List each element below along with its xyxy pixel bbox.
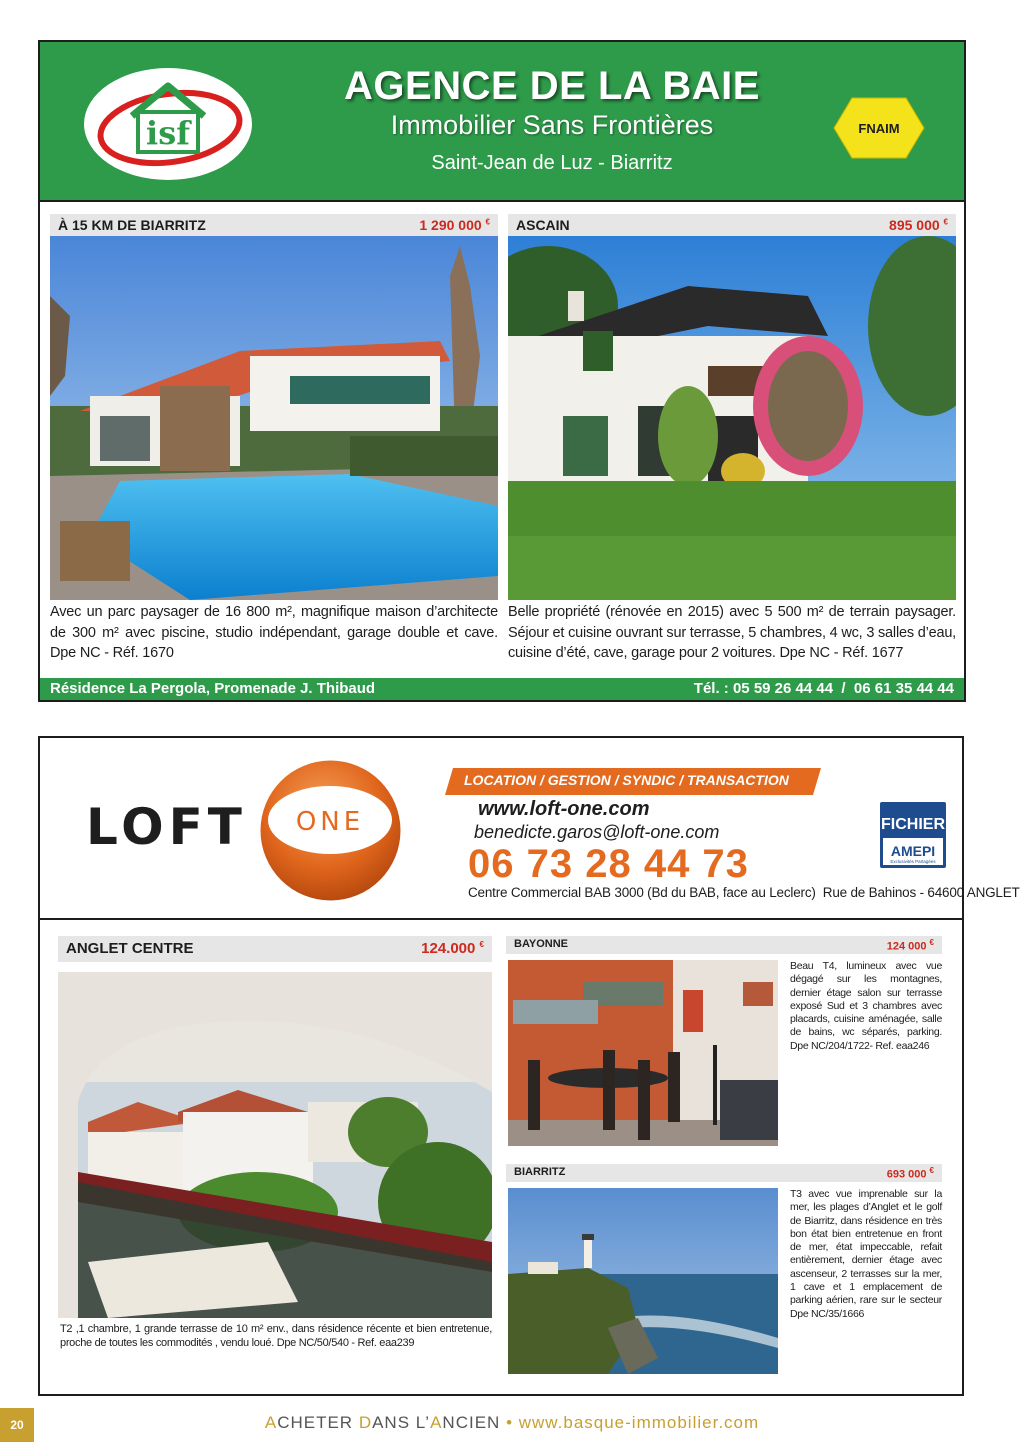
listing-title: À 15 KM DE BIARRITZ [58,217,206,233]
listing-header [508,214,956,236]
dining-room-photo [508,960,778,1146]
listing-description: T2 ,1 chambre, 1 grande terrasse de 10 m² env., dans résidence récente et bien entretenue, proche de toutes les commodités , vendu loué. Dpe NC/50/540 - Ref. eaa239 [60,1323,492,1349]
listing-description: Belle propriété (rénovée en 2015) avec 5 500 m² de terrain paysager. Séjour et cuisine ouvrant sur terrasse, 5 chambres, 4 wc, 3 salles d’eau, cuisine d’été, cave, garage pour 2 voitures. Dpe NC - Réf. 1677 [508,604,957,661]
loft-logo-text: LOFT [86,798,247,856]
one-logo-ball [258,758,403,903]
page-number: 20 [0,1408,34,1442]
agence-de-la-baie-ad [38,40,966,702]
website-link[interactable]: www.loft-one.com [478,798,650,820]
balcony-view-photo [58,972,492,1318]
agency-address: Résidence La Pergola, Promenade J. Thibaud [50,680,376,697]
agency-phone: Tél. : 05 59 26 44 44 / 06 61 35 44 44 [693,680,954,697]
agency-title: AGENCE DE LA BAIE [344,64,760,108]
listing-description: Avec un parc paysager de 16 800 m², magnifique maison d’architecte de 300 m² avec piscine, studio indépendant, garage double et cave. Dpe NC - Réf. 1670 [50,604,498,661]
agency-header [40,42,964,202]
listing-header [506,1164,942,1182]
agency-location: Saint-Jean de Luz - Biarritz [431,152,673,174]
listing-description: Beau T4, lumineux avec vue dégagé sur les montagnes, dernier étage salon sur terrasse exposé Sud et 3 chambres avec placards, cuisine aménagée, salle de bains, wc séparés, parking. Dpe NC/204/1722- Ref. eaa246 [790,960,942,1052]
listing-header [50,214,498,236]
listing-price: 693 000 € [886,1166,934,1181]
listing-price: 124.000 € [421,940,484,957]
svg-text:FNAIM: FNAIM [858,121,900,136]
listing-title: BIARRITZ [514,1166,566,1178]
listing-header [58,936,492,962]
svg-text:AMEPI: AMEPI [890,843,936,859]
listing-price: 1 290 000 € [419,217,490,233]
listing-header [506,936,942,954]
loft-one-header [40,738,1020,920]
services-text: LOCATION / GESTION / SYNDIC / TRANSACTION [464,772,789,788]
fichier-amepi-badge [880,802,946,868]
listing-title: BAYONNE [514,938,568,950]
magazine-url[interactable]: www.basque-immobilier.com [518,1413,760,1432]
listing-price: 895 000 € [889,217,948,233]
office-address: Centre Commercial BAB 3000 (Bd du BAB, face au Leclerc) Rue de Bahinos - 64600 ANGLET [468,885,1020,900]
listing-title: ASCAIN [516,217,570,233]
phone-number: 06 73 28 44 73 [468,842,749,886]
svg-text:isf: isf [146,114,190,152]
basque-house-photo [508,236,956,600]
svg-text:FICHIER: FICHIER [881,816,945,833]
villa-pool-photo [50,236,498,600]
listing-description: T3 avec vue imprenable sur la mer, les plages d’Anglet et le golf de Biarritz, dans résidence en très bon état bien entretenue en front de mer, état impeccable, refait entièrement, dernier étage avec ascenseur, 2 terrasses sur la mer, 1 cave et 1 emplacement de parking aérien, rare sur le secteur Dpe NC/35/1666 [790,1188,942,1320]
fnaim-logo [832,94,926,162]
email-link[interactable]: benedicte.garos@loft-one.com [474,822,720,842]
listing-title: ANGLET CENTRE [66,940,194,957]
svg-text:Exclusivités Partagées: Exclusivités Partagées [890,859,936,864]
agency-subtitle: Immobilier Sans Frontières [390,110,714,140]
sea-view-photo [508,1188,778,1374]
magazine-footer: ACHETER DANS L’ANCIEN • www.basque-immobilier.com [264,1413,760,1432]
loft-one-ad [38,736,1020,1396]
agency-footer [40,678,964,700]
isf-logo [82,64,254,182]
listing-price: 124 000 € [886,938,934,953]
svg-text:ONE: ONE [295,807,365,837]
